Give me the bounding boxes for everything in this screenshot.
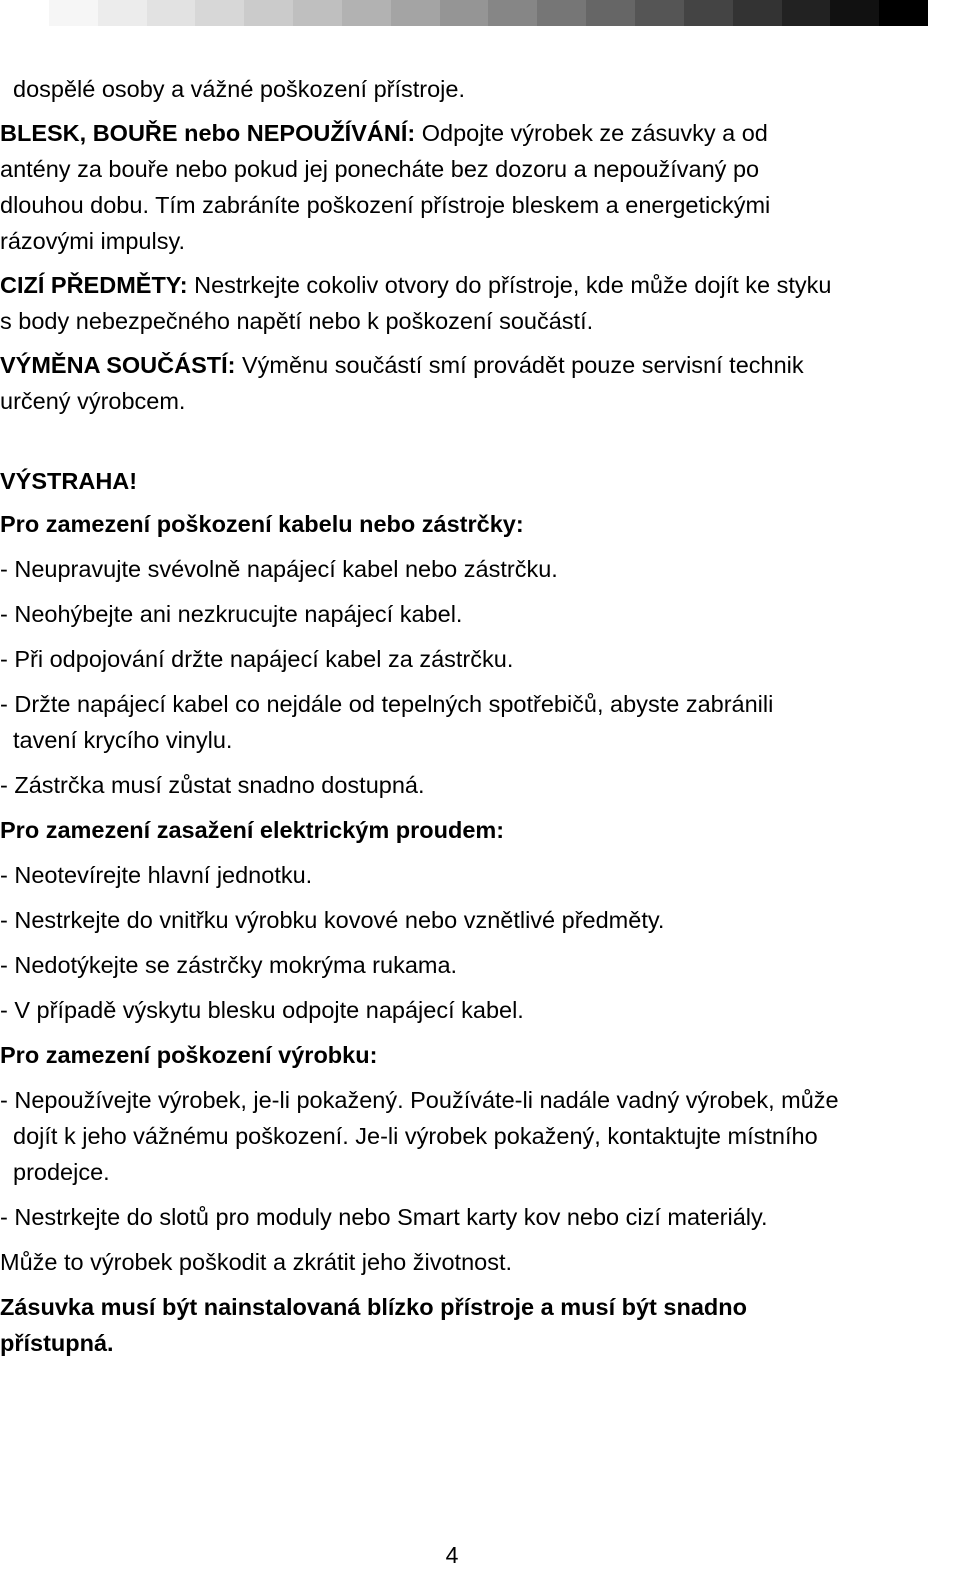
header-band-segment [0,0,49,26]
product-item-2: - Nestrkejte do slotů pro moduly nebo Smart karty kov nebo cizí materiály. [0,1204,768,1230]
header-band-segment [488,0,537,26]
header-band-segment [391,0,440,26]
lightning-text-2: antény za bouře nebo pokud jej ponecháte bez dozoru a nepoužívaný po [0,156,760,182]
foreign-objects-text-2: s body nebezpečného napětí nebo k poškození součástí. [0,308,594,334]
header-band-segment [195,0,244,26]
parts-replacement-paragraph [0,347,958,419]
cable-item-1: - Neupravujte svévolně napájecí kabel nebo zástrčku. [0,556,558,582]
header-band-segment [684,0,733,26]
foreign-objects-text-1: Nestrkejte cokoliv otvory do přístroje, kde může dojít ke styku [187,272,832,298]
header-band-segment [342,0,391,26]
warning-title: VÝSTRAHA! [0,468,138,494]
header-band-segment [830,0,879,26]
shock-item-1: - Neotevírejte hlavní jednotku. [0,862,313,888]
lightning-paragraph [0,115,958,259]
header-band-segment [635,0,684,26]
lightning-text-4: rázovými impulsy. [0,228,185,254]
lightning-text-1: Odpojte výrobek ze zásuvky a od [415,120,768,146]
header-band-segment [147,0,196,26]
product-item-1-line-3: prodejce. [13,1159,110,1185]
document-page [0,71,958,1361]
shock-item-3: - Nedotýkejte se zástrčky mokrýma rukama. [0,952,458,978]
header-band-segment [293,0,342,26]
lightning-text-3: dlouhou dobu. Tím zabráníte poškození přístroje bleskem a energetickými [0,192,771,218]
header-band-segment [879,0,928,26]
foreign-objects-label: CIZÍ PŘEDMĚTY: [0,272,188,298]
cable-item-4-line-2: tavení krycího vinylu. [13,727,233,753]
product-item-1-line-2: dojít k jeho vážnému poškození. Je-li výrobek pokažený, kontaktujte místního [13,1123,818,1149]
header-gradient-bar [0,0,928,26]
parts-replacement-text-2: určený výrobcem. [0,388,186,414]
socket-note [0,1289,958,1361]
header-band-segment [586,0,635,26]
product-item-1 [0,1082,958,1190]
shock-heading: Pro zamezení zasažení elektrickým proudem: [0,817,505,843]
shock-item-4: - V případě výskytu blesku odpojte napájecí kabel. [0,997,524,1023]
cable-item-3: - Při odpojování držte napájecí kabel za zástrčku. [0,646,514,672]
socket-note-line-2: přístupná. [0,1330,114,1356]
shock-item-2: - Nestrkejte do vnitřku výrobku kovové nebo vznětlivé předměty. [0,907,665,933]
header-band-segment [49,0,98,26]
cable-heading: Pro zamezení poškození kabelu nebo zástrčky: [0,511,524,537]
product-note: Může to výrobek poškodit a zkrátit jeho životnost. [0,1249,513,1275]
parts-replacement-label: VÝMĚNA SOUČÁSTÍ: [0,352,236,378]
intro-text: dospělé osoby a vážné poškození přístroje. [13,76,465,102]
parts-replacement-text-1: Výměnu součástí smí provádět pouze servisní technik [235,352,804,378]
header-band-segment [98,0,147,26]
product-heading: Pro zamezení poškození výrobku: [0,1042,378,1068]
cable-item-4-line-1: - Držte napájecí kabel co nejdále od tepelných spotřebičů, abyste zabránili [0,691,774,717]
header-band-segment [782,0,831,26]
lightning-label: BLESK, BOUŘE nebo NEPOUŽÍVÁNÍ: [0,120,416,146]
page-number: 4 [445,1542,459,1568]
header-band-segment [244,0,293,26]
foreign-objects-paragraph [0,267,958,339]
cable-item-4 [0,686,958,758]
product-item-1-line-1: - Nepoužívejte výrobek, je-li pokažený. Používáte-li nadále vadný výrobek, může [0,1087,839,1113]
header-band-segment [440,0,489,26]
cable-item-5: - Zástrčka musí zůstat snadno dostupná. [0,772,425,798]
header-band-segment [733,0,782,26]
socket-note-line-1: Zásuvka musí být nainstalovaná blízko přístroje a musí být snadno [0,1294,747,1320]
cable-item-2: - Neohýbejte ani nezkrucujte napájecí kabel. [0,601,463,627]
header-band-segment [537,0,586,26]
